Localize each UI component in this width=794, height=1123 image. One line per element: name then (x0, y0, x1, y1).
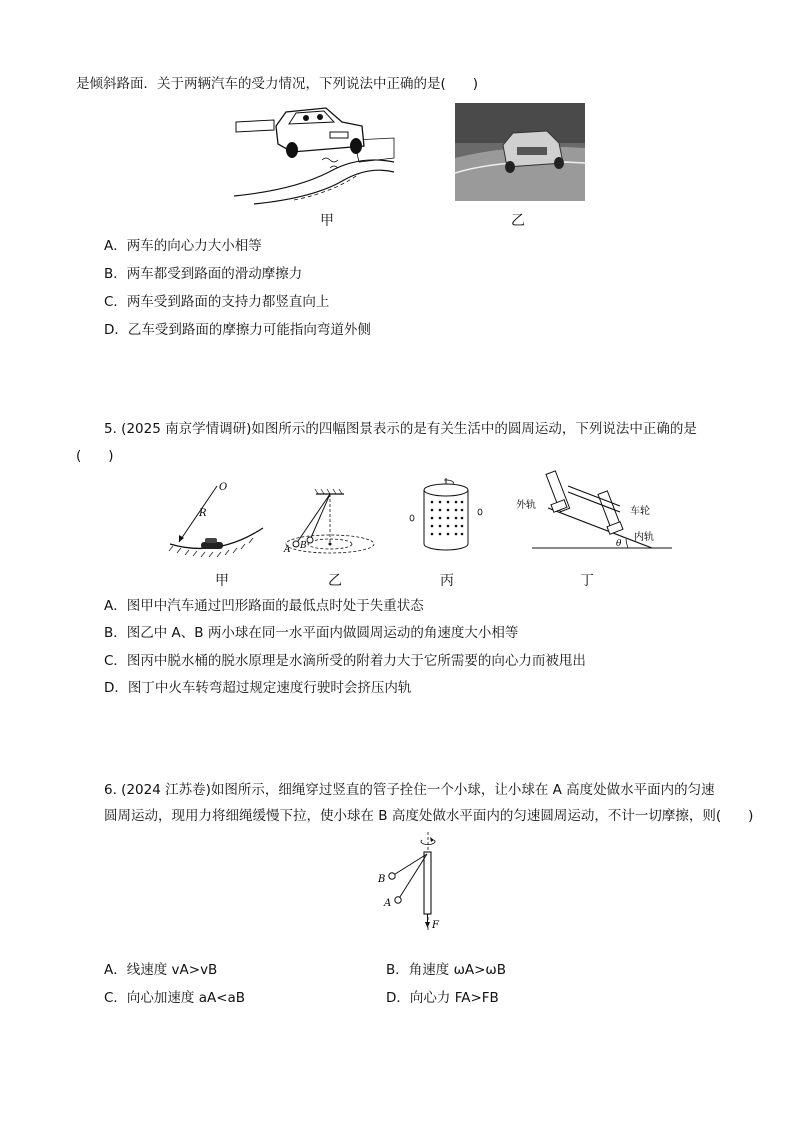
q5-caption-ding: 丁 (580, 573, 594, 589)
q6-option-a-expr: vA>vB (171, 962, 218, 978)
q6-option-d-text: D．向心力 (386, 990, 455, 1006)
q6-option-a-text: A．线速度 (104, 962, 172, 978)
q5-option-d[interactable]: D．图丁中火车转弯超过规定速度行驶时会挤压内轨 (104, 680, 412, 696)
q6-option-d[interactable] (386, 988, 499, 1008)
q4-caption-yi: 乙 (511, 213, 525, 229)
q6-option-c-text: C．向心加速度 (104, 990, 199, 1006)
q6-option-b[interactable] (386, 960, 506, 980)
q5-stem-line2: ( ) (76, 448, 114, 464)
q6-option-c[interactable] (104, 988, 245, 1008)
q4-intro: 是倾斜路面．关于两辆汽车的受力情况，下列说法中正确的是( ) (76, 76, 479, 92)
q5-option-c[interactable]: C．图丙中脱水桶的脱水原理是水滴所受的附着力大于它所需要的向心力而被甩出 (104, 653, 586, 669)
q5-stem-line1: 5. (2025 南京学情调研)如图所示的四幅图景表示的是有关生活中的圆周运动，下列说法中正确的是 (104, 421, 697, 437)
label-b: B (300, 541, 307, 551)
q5-caption-bing: 丙 (440, 573, 454, 589)
label-theta: θ (616, 539, 622, 549)
q4-caption-jia: 甲 (320, 213, 334, 229)
q4-option-d[interactable]: D．乙车受到路面的摩擦力可能指向弯道外侧 (104, 322, 371, 338)
label-a: A (284, 545, 291, 555)
q5-caption-yi: 乙 (328, 573, 342, 589)
label-b: B (378, 874, 386, 885)
label-wheel: 车轮 (630, 506, 650, 517)
q4-option-a[interactable]: A．两车的向心力大小相等 (104, 238, 262, 254)
q5-caption-jia: 甲 (215, 573, 229, 589)
label-f: F (432, 920, 439, 931)
q6-stem-line1: 6. (2024 江苏卷)如图所示，细绳穿过竖直的管子拴住一个小球，让小球在 A 高度处做水平面内的匀速 (104, 782, 715, 798)
figure-spin-dryer (404, 478, 488, 556)
figure-string-tube (378, 832, 448, 932)
q5-option-a[interactable]: A．图甲中汽车通过凹形路面的最低点时处于失重状态 (104, 598, 424, 614)
q6-stem-line2: 圆周运动，现用力将细绳缓慢下拉，使小球在 B 高度处做水平面内的匀速圆周运动，不计一切摩擦，则( ) (104, 808, 754, 824)
q6-option-b-text: B．角速度 (386, 962, 454, 978)
q6-option-d-expr: FA>FB (454, 990, 499, 1006)
label-outer-rail: 外轨 (516, 500, 536, 511)
figure-car-photo (455, 103, 585, 201)
q4-option-b[interactable]: B．两车都受到路面的滑动摩擦力 (104, 266, 303, 282)
q4-option-c[interactable]: C．两车受到路面的支持力都竖直向上 (104, 294, 330, 310)
figure-conical-pendulum (282, 486, 382, 562)
label-inner-rail: 内轨 (634, 532, 654, 543)
label-o: O (219, 482, 228, 493)
figure-banked-rails (512, 468, 672, 554)
q6-option-c-expr: aA<aB (198, 990, 246, 1006)
figure-concave-road (165, 480, 275, 560)
q6-option-b-expr: ωA>ωB (453, 962, 506, 978)
q6-option-a[interactable] (104, 960, 217, 980)
figure-car-flat-road (234, 100, 394, 204)
label-r: R (199, 508, 207, 519)
q5-option-b[interactable]: B．图乙中 A、B 两小球在同一水平面内做圆周运动的角速度大小相等 (104, 625, 519, 641)
label-a: A (384, 898, 392, 909)
